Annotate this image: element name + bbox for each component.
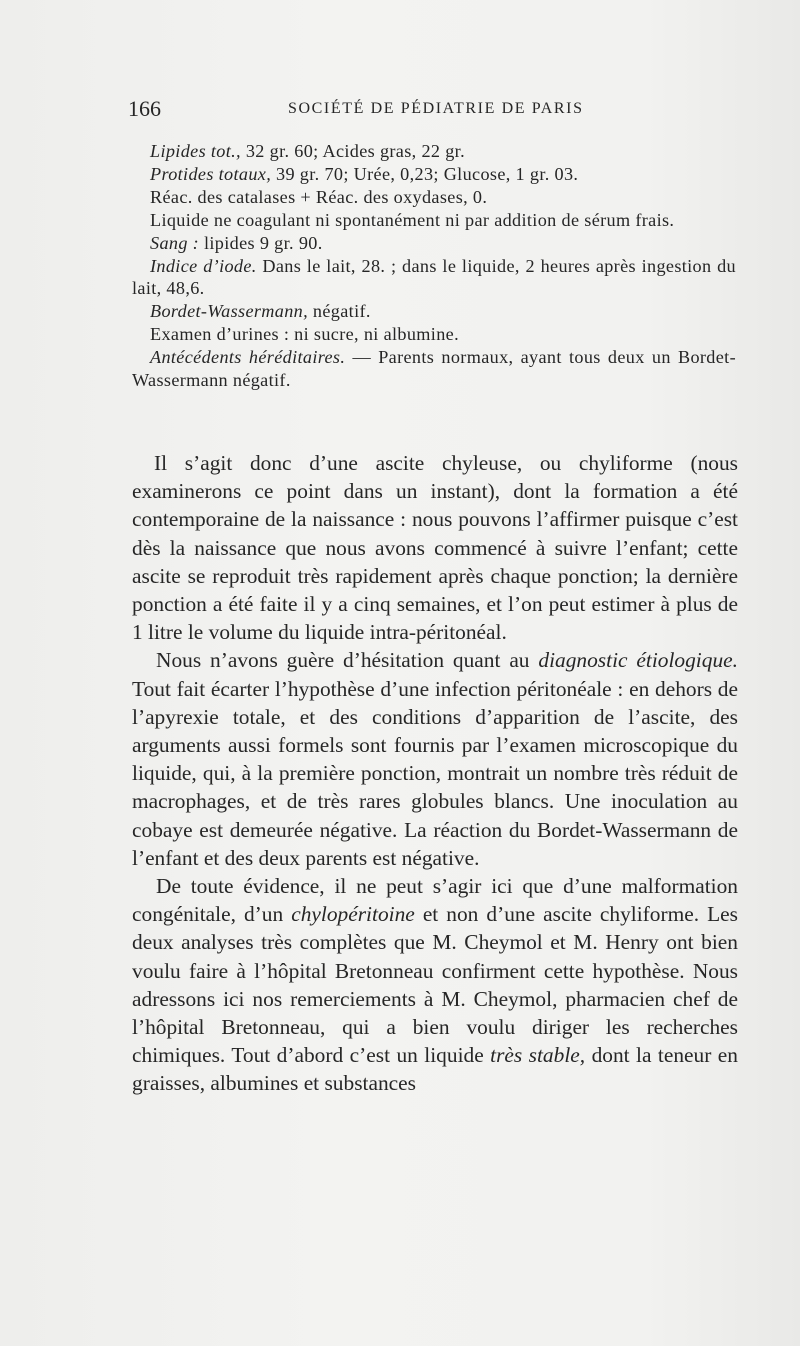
note-value: Réac. des catalases + Réac. des oxydases, 0. — [150, 186, 488, 207]
paragraph-text: Tout fait écarter l’hypothèse d’une infection péritonéale : en dehors de l’apyrexie totale, et des conditions d’apparition de l’ascite, des arguments aussi formels sont fournis par l’examen microscopique du liquide, qui, à la première ponction, montrait un nombre très réduit de macrophages, et de très rares globules blancs. Une inoculation au cobaye est demeurée négative. La réaction du Bordet-Wassermann de l’enfant et des deux parents est négative. — [132, 676, 738, 870]
note-value: — Parents normaux, ayant tous deux un Bordet-Wassermann négatif. — [132, 347, 736, 391]
note-label: Lipides tot., — [150, 141, 241, 161]
note-label: Indice d’iode. — [150, 255, 257, 276]
paragraph-text: dont la teneur en graisses, albumines et substances — [132, 1043, 738, 1096]
paragraph-2 — [132, 646, 738, 872]
note-value: Liquide ne coagulant ni spontanément ni par addition de sérum frais. — [150, 209, 675, 230]
note-value: Dans le lait, 28. ; dans le liquide, 2 heures après ingestion du lait, 48,6. — [132, 255, 737, 299]
note-urines — [132, 323, 736, 346]
note-indice-iode — [132, 255, 736, 301]
note-liquide — [132, 209, 736, 232]
note-value: négatif. — [308, 301, 371, 322]
note-label: Antécédents héréditaires. — [150, 347, 346, 368]
note-label: Sang : — [150, 232, 200, 253]
page-number: 166 — [128, 96, 161, 121]
lab-results-notes — [132, 140, 736, 392]
note-label: Protides totaux, — [150, 163, 272, 184]
note-value: 32 gr. 60; Acides gras, 22 gr. — [240, 141, 465, 161]
paragraph-emphasis: chylopéritoine — [291, 902, 415, 927]
paragraph-emphasis: très stable, — [490, 1043, 586, 1068]
paragraph-1: Il s’agit donc d’une ascite chyleuse, ou chyliforme (nous examinerons ce point dans un instant), dont la formation a été contemporaine de la naissance : nous pouvons l’affirmer puisque c’est dès la naissance que nous avons commencé à suivre l’enfant; cette ascite se reproduit très rapidement après chaque ponction; la dernière ponction a été faite il y a cinq semaines, et l’on peut estimer à plus de 1 litre le volume du liquide intra-péritonéal. — [132, 451, 738, 645]
note-sang — [132, 232, 736, 255]
note-lipides — [132, 140, 736, 163]
note-antecedents — [132, 346, 736, 392]
running-title: SOCIÉTÉ DE PÉDIATRIE DE PARIS — [288, 100, 584, 117]
paragraph-3 — [132, 872, 738, 1098]
note-bordet-wassermann — [132, 300, 736, 323]
paragraph-text: Nous n’avons guère d’hésitation quant au — [156, 648, 539, 673]
paragraph-emphasis: diagnostic étiologique. — [538, 648, 738, 673]
note-value: Examen d’urines : ni sucre, ni albumine. — [150, 324, 459, 345]
page-header — [128, 96, 738, 126]
note-label: Bordet-Wassermann, — [150, 301, 309, 322]
paragraph-text: et non d’une ascite chyliforme. Les deux analyses très complètes que M. Cheymol et M. Henry ont bien voulu faire à l’hôpital Bretonneau confirment cette hypothèse. Nous adressons ici nos remerciements à M. Cheymol, pharmacien chef de l’hôpital Bretonneau, qui a bien voulu diriger les recherches chimiques. Tout d’abord c’est un liquide — [132, 902, 738, 1068]
note-reactions — [132, 186, 736, 209]
note-protides — [132, 163, 736, 186]
body-text — [132, 449, 738, 1098]
paragraph-text: De toute évidence, il ne peut s’agir ici que d’une malformation congénitale, d’un — [132, 874, 738, 927]
note-value: 39 gr. 70; Urée, 0,23; Glucose, 1 gr. 03. — [271, 163, 579, 184]
note-value: lipides 9 gr. 90. — [199, 232, 323, 253]
